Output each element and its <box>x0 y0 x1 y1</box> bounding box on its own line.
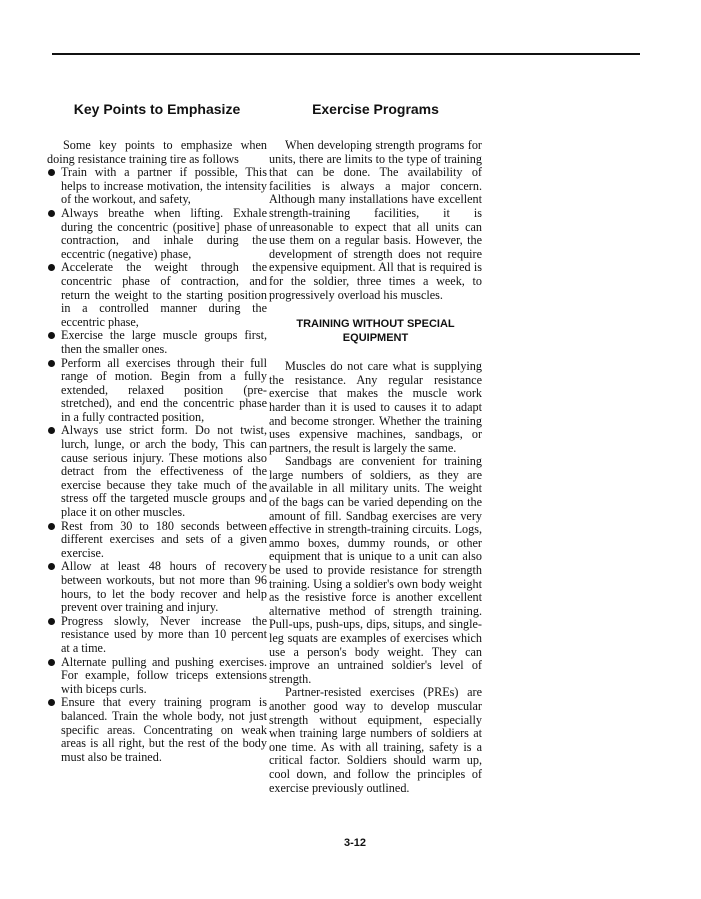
list-item: Train with a partner if possible, This helps to increase motivation, the intensity of the workout, and safety, <box>47 166 267 207</box>
body-paragraph: Muscles do not care what is supplying the resistance. Any regular resistance exercise that makes the muscle work harder than it is used to causes it to adapt and become stronger. Whether the training uses expensive machines, sandbags, or partners, the result is largely the same. <box>269 359 482 455</box>
intro-paragraph: When developing strength programs for units, there are limits to the type of training that can be done. The availability of facilities is always a major concern. Although many installations have excellent strength-training facilities, it is unreasonable to expect that all units can use them on a regular basis. However, the development of strength does not require expensive equipment. All that is required is for the soldier, three times a week, to progressively overload his muscles. <box>269 138 482 302</box>
list-item: Always breathe when lifting. Exhale during the concentric (positive] phase of contraction, and inhale during the eccentric (negative) phase, <box>47 207 267 261</box>
list-item: Accelerate the weight through the concentric phase of contraction, and return the weight to the starting position in a controlled manner during the eccentric phase, <box>47 261 267 329</box>
bullet-icon <box>48 699 55 706</box>
list-item: Ensure that every training program is balanced. Train the whole body, not just specific areas. Concentrating on weak areas is all right, but the rest of the body must also be trained. <box>47 696 267 764</box>
bullet-icon <box>48 427 55 434</box>
list-item: Exercise the large muscle groups first, then the smaller ones. <box>47 329 267 356</box>
training-without-equipment-subheading: TRAINING WITHOUT SPECIAL EQUIPMENT <box>296 318 455 345</box>
bullet-icon <box>48 210 55 217</box>
list-item: Perform all exercises through their full range of motion. Begin from a fully extended, relaxed position (pre-stretched), and end the concentric phase in a fully contracted position, <box>47 357 267 425</box>
page-number: 3-12 <box>343 837 367 849</box>
bullet-icon <box>48 264 55 271</box>
list-item: Allow at least 48 hours of recovery between workouts, but not more than 96 hours, to let the body recover and help prevent over training and injury. <box>47 560 267 614</box>
body-paragraph: Sandbags are convenient for training large numbers of soldiers, as they are available in all military units. The weight of the bags can be varied depending on the amount of fill. Sandbag exercises are very effective in strength-training circuits. Logs, ammo boxes, dummy rounds, or other equipment that is unique to a unit can also be used to provide resistance for strength training. Using a soldier's own body weight as the resistive force is another excellent alternative method of strength training. Pull-ups, push-ups, dips, situps, and single-leg squats are examples of exercises which use a person's body weight. They can improve an untrained soldier's level of strength. <box>269 454 482 686</box>
exercise-programs-body <box>269 139 482 795</box>
bullet-icon <box>48 563 55 570</box>
list-item: Always use strict form. Do not twist, lurch, lunge, or arch the body, This can cause serious injury. These motions also detract from the effectiveness of the exercise because they take much of the stress off the targeted muscle groups and place it on other muscles. <box>47 424 267 519</box>
list-item: Alternate pulling and pushing exercises. For example, follow triceps extensions with biceps curls. <box>47 656 267 697</box>
left-column <box>47 100 267 764</box>
body-paragraph: Partner-resisted exercises (PREs) are another good way to develop muscular strength without equipment, especially when training large numbers of soldiers at one time. As with all training, safety is a critical factor. Soldiers should warm up, cool down, and follow the principles of exercise previously outlined. <box>269 685 482 795</box>
bullet-icon <box>48 618 55 625</box>
key-points-intro: Some key points to emphasize when doing resistance training tire as follows <box>47 138 267 166</box>
top-rule <box>52 53 640 55</box>
bullet-icon <box>48 332 55 339</box>
list-item: Rest from 30 to 180 seconds between different exercises and sets of a given exercise. <box>47 520 267 561</box>
key-points-heading: Key Points to Emphasize <box>73 101 241 117</box>
bullet-icon <box>48 523 55 530</box>
exercise-programs-heading: Exercise Programs <box>312 101 439 117</box>
key-points-list <box>47 166 267 764</box>
bullet-icon <box>48 360 55 367</box>
key-points-body <box>47 139 267 764</box>
list-item: Progress slowly, Never increase the resistance used by more than 10 percent at a time. <box>47 615 267 656</box>
bullet-icon <box>48 169 55 176</box>
bullet-icon <box>48 659 55 666</box>
right-column <box>269 100 482 795</box>
